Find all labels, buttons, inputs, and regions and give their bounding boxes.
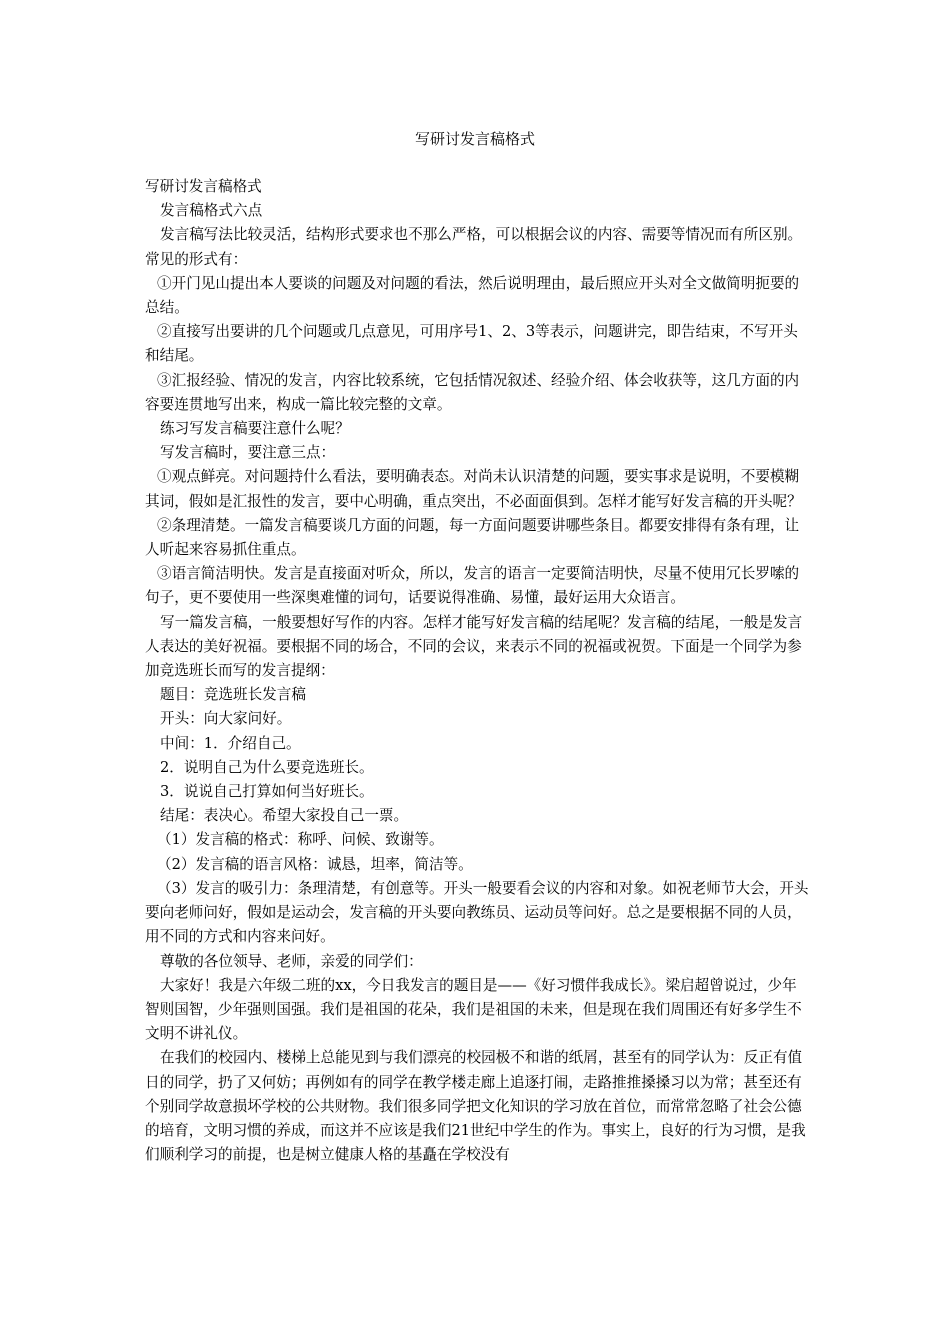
document-body	[145, 175, 811, 1167]
document-title: 写研讨发言稿格式	[414, 130, 535, 148]
list-item: ①观点鲜亮。对问题持什么看法，要明确表态。对尚未认识清楚的问题，要实事求是说明，不要模糊其词，假如是汇报性的发言，要中心明确，重点突出，不必面面俱到。怎样才能写好发言稿的开头呢？	[145, 468, 802, 510]
paragraph-subheading: 发言稿格式六点	[160, 202, 263, 220]
outline-item: 2．说明自己为什么要竞选班长。	[160, 758, 374, 776]
list-item: ②直接写出要讲的几个问题或几点意见，可用序号1、2、3等表示，问题讲完，即告结束，不写开头和结尾。	[145, 323, 798, 365]
outline-item: 结尾：表决心。希望大家投自己一票。	[160, 807, 409, 825]
outline-item: 中间：1．介绍自己。	[160, 734, 301, 752]
list-item: ①开门见山提出本人要谈的问题及对问题的看法，然后说明理由，最后照应开头对全文做简明扼要的总结。	[145, 274, 800, 317]
list-item: （1）发言稿的格式：称呼、问候、致谢等。	[157, 831, 444, 849]
paragraph: 写一篇发言稿，一般要想好写作的内容。怎样才能写好发言稿的结尾呢？发言稿的结尾，一般是发言人表达的美好祝福。要根据不同的场合，不同的会议，来表示不同的祝福或祝贺。下面是一个同学为参加竞选班长而写的发言提纲：	[145, 613, 803, 680]
paragraph: 练习写发言稿要注意什么呢？	[160, 420, 350, 438]
paragraph: 发言稿写法比较灵活，结构形式要求也不那么严格，可以根据会议的内容、需要等情况而有所区别。常见的形式有：	[145, 226, 803, 268]
list-item: （2）发言稿的语言风格：诚恳，坦率，简洁等。	[157, 855, 473, 873]
paragraph: 写发言稿时，要注意三点：	[160, 444, 336, 462]
paragraph: 大家好！我是六年级二班的xx，今日我发言的题目是——《好习惯伴我成长》。梁启超曾说过，少年智则国智，少年强则国强。我们是祖国的花朵，我们是祖国的未来，但是现在我们周围还有好多学生不文明不讲礼仪。	[145, 976, 802, 1043]
outline-item: 3．说说自己打算如何当好班长。	[160, 783, 374, 801]
paragraph-heading: 写研讨发言稿格式	[145, 178, 262, 195]
outline-item: 开头：向大家问好。	[160, 710, 292, 728]
paragraph: 在我们的校园内、楼梯上总能见到与我们漂亮的校园极不和谐的纸屑，甚至有的同学认为：反正有值日的同学，扔了又何妨；再例如有的同学在教学楼走廊上追逐打闹，走路推推搡搡习以为常；甚至还有个别同学故意损坏学校的公共财物。我们很多同学把文化知识的学习放在首位，而常常忽略了社会公德的培育，文明习惯的养成，而这并不应该是我们21世纪中学生的作为。事实上，良好的行为习惯，是我们顺利学习的前提，也是树立健康人格的基矗在学校没有	[145, 1049, 806, 1164]
outline-item: 题目：竞选班长发言稿	[160, 686, 306, 704]
list-item: ③汇报经验、情况的发言，内容比较系统，它包括情况叙述、经验介绍、体会收获等，这几方面的内容要连贯地写出来，构成一篇比较完整的文章。	[145, 371, 800, 413]
list-item: ②条理清楚。一篇发言稿要谈几方面的问题，每一方面问题要讲哪些条目。都要安排得有条有理，让人听起来容易抓住重点。	[145, 516, 800, 559]
list-item: ③语言简洁明快。发言是直接面对听众，所以，发言的语言一定要简洁明快，尽量不使用冗长罗嗦的句子，更不要使用一些深奥难懂的词句，话要说得准确、易懂，最好运用大众语言。	[145, 565, 800, 607]
list-item: （3）发言的吸引力：条理清楚，有创意等。开头一般要看会议的内容和对象。如祝老师节大会，开头要向老师问好，假如是运动会，发言稿的开头要向教练员、运动员等问好。总之是要根据不同的人员，用不同的方式和内容来问好。	[145, 879, 809, 946]
salutation: 尊敬的各位领导、老师，亲爱的同学们：	[160, 952, 423, 970]
